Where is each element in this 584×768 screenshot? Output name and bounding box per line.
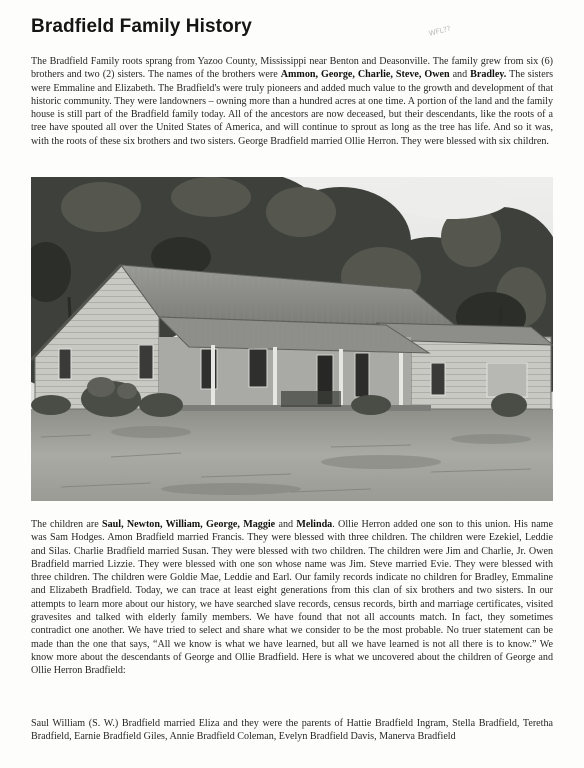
intro-paragraph: The Bradfield Family roots sprang from Yazoo County, Mississippi near Benton and Deasonville. The family grew from six (6) brothers and two (2) sisters. The names of the brothers were Ammon, George, Charlie, Steve, Owen and Bradley. The sisters were Emmaline and Elizabeth. The Bradfield's were truly pioneers and added much value to the growth and development of that historic community. They were landowners – owning more than a hundred acres at one time. A portion of the land and the family house is still part of the Bradfield family today. All of the ancestors are now deceased, but their descendants, like the roots of a tree have spouted all over the United States of America, and will continue to sprout as long as the tree has life. And so it was, with the roots of these six brothers and two sisters. George Bradfield married Ollie Herron. They were blessed with six children. [31, 56, 554, 147]
handwritten-note: WFL?? [428, 24, 452, 38]
children-names: Saul, Newton, William, George, Maggie [101, 519, 276, 530]
child-name-last: Melinda [296, 519, 333, 530]
brother-name-last: Bradley. [470, 69, 507, 81]
brothers-names: Ammon, George, Charlie, Steve, Owen [280, 69, 450, 81]
children-paragraph: The children are Saul, Newton, William, George, Maggie and Melinda. Ollie Herron added one son to this union. His name was Sam Hodges. Amon Bradfield married Francis. They were blessed with three children. The children were Ezekiel, Leddie and Silas. Charlie Bradfield married Susan. They were blessed with two children. The children were Jim and Charlie, Jr. Owen Bradfield married Lizzie. They were blessed with one son whose name was Jim. Steve married Evie. They were blessed with three children. The children were Goldie Mae, Leddie and Earl. Our family records indicate no children for Bradley, Emmaline and Elizabeth Bradfield. Today, we can trace at least eight generations from this clan of six brothers and two sisters. In our attempts to learn more about our history, we have searched slave records, census records, birth and marriage certificates, visited gravesites and talked with elderly family members. We have found that not all accounts match. In fact, they sometimes contradict one another. We have tried to select and share what we consider to be the most probable. No truer statement can be made than the one that says, “All we know is what we have learned, but all we have learned is not all there is to know.” We know more about the descendants of George and Ollie Bradfield. Here is what we uncovered about the children of George and Ollie Herron Bradfield: [31, 519, 554, 677]
descendants-paragraph: Saul William (S. W.) Bradfield married Eliza and they were the parents of Hattie Bradfield Ingram, Stella Bradfield, Teretha Bradfield, Earnie Bradfield Giles, Annie Bradfield Coleman, Evelyn Bradfield Davis, Manerva Bradfield [31, 718, 553, 743]
family-house-photo [31, 177, 553, 501]
page-title: Bradfield Family History [31, 16, 252, 37]
